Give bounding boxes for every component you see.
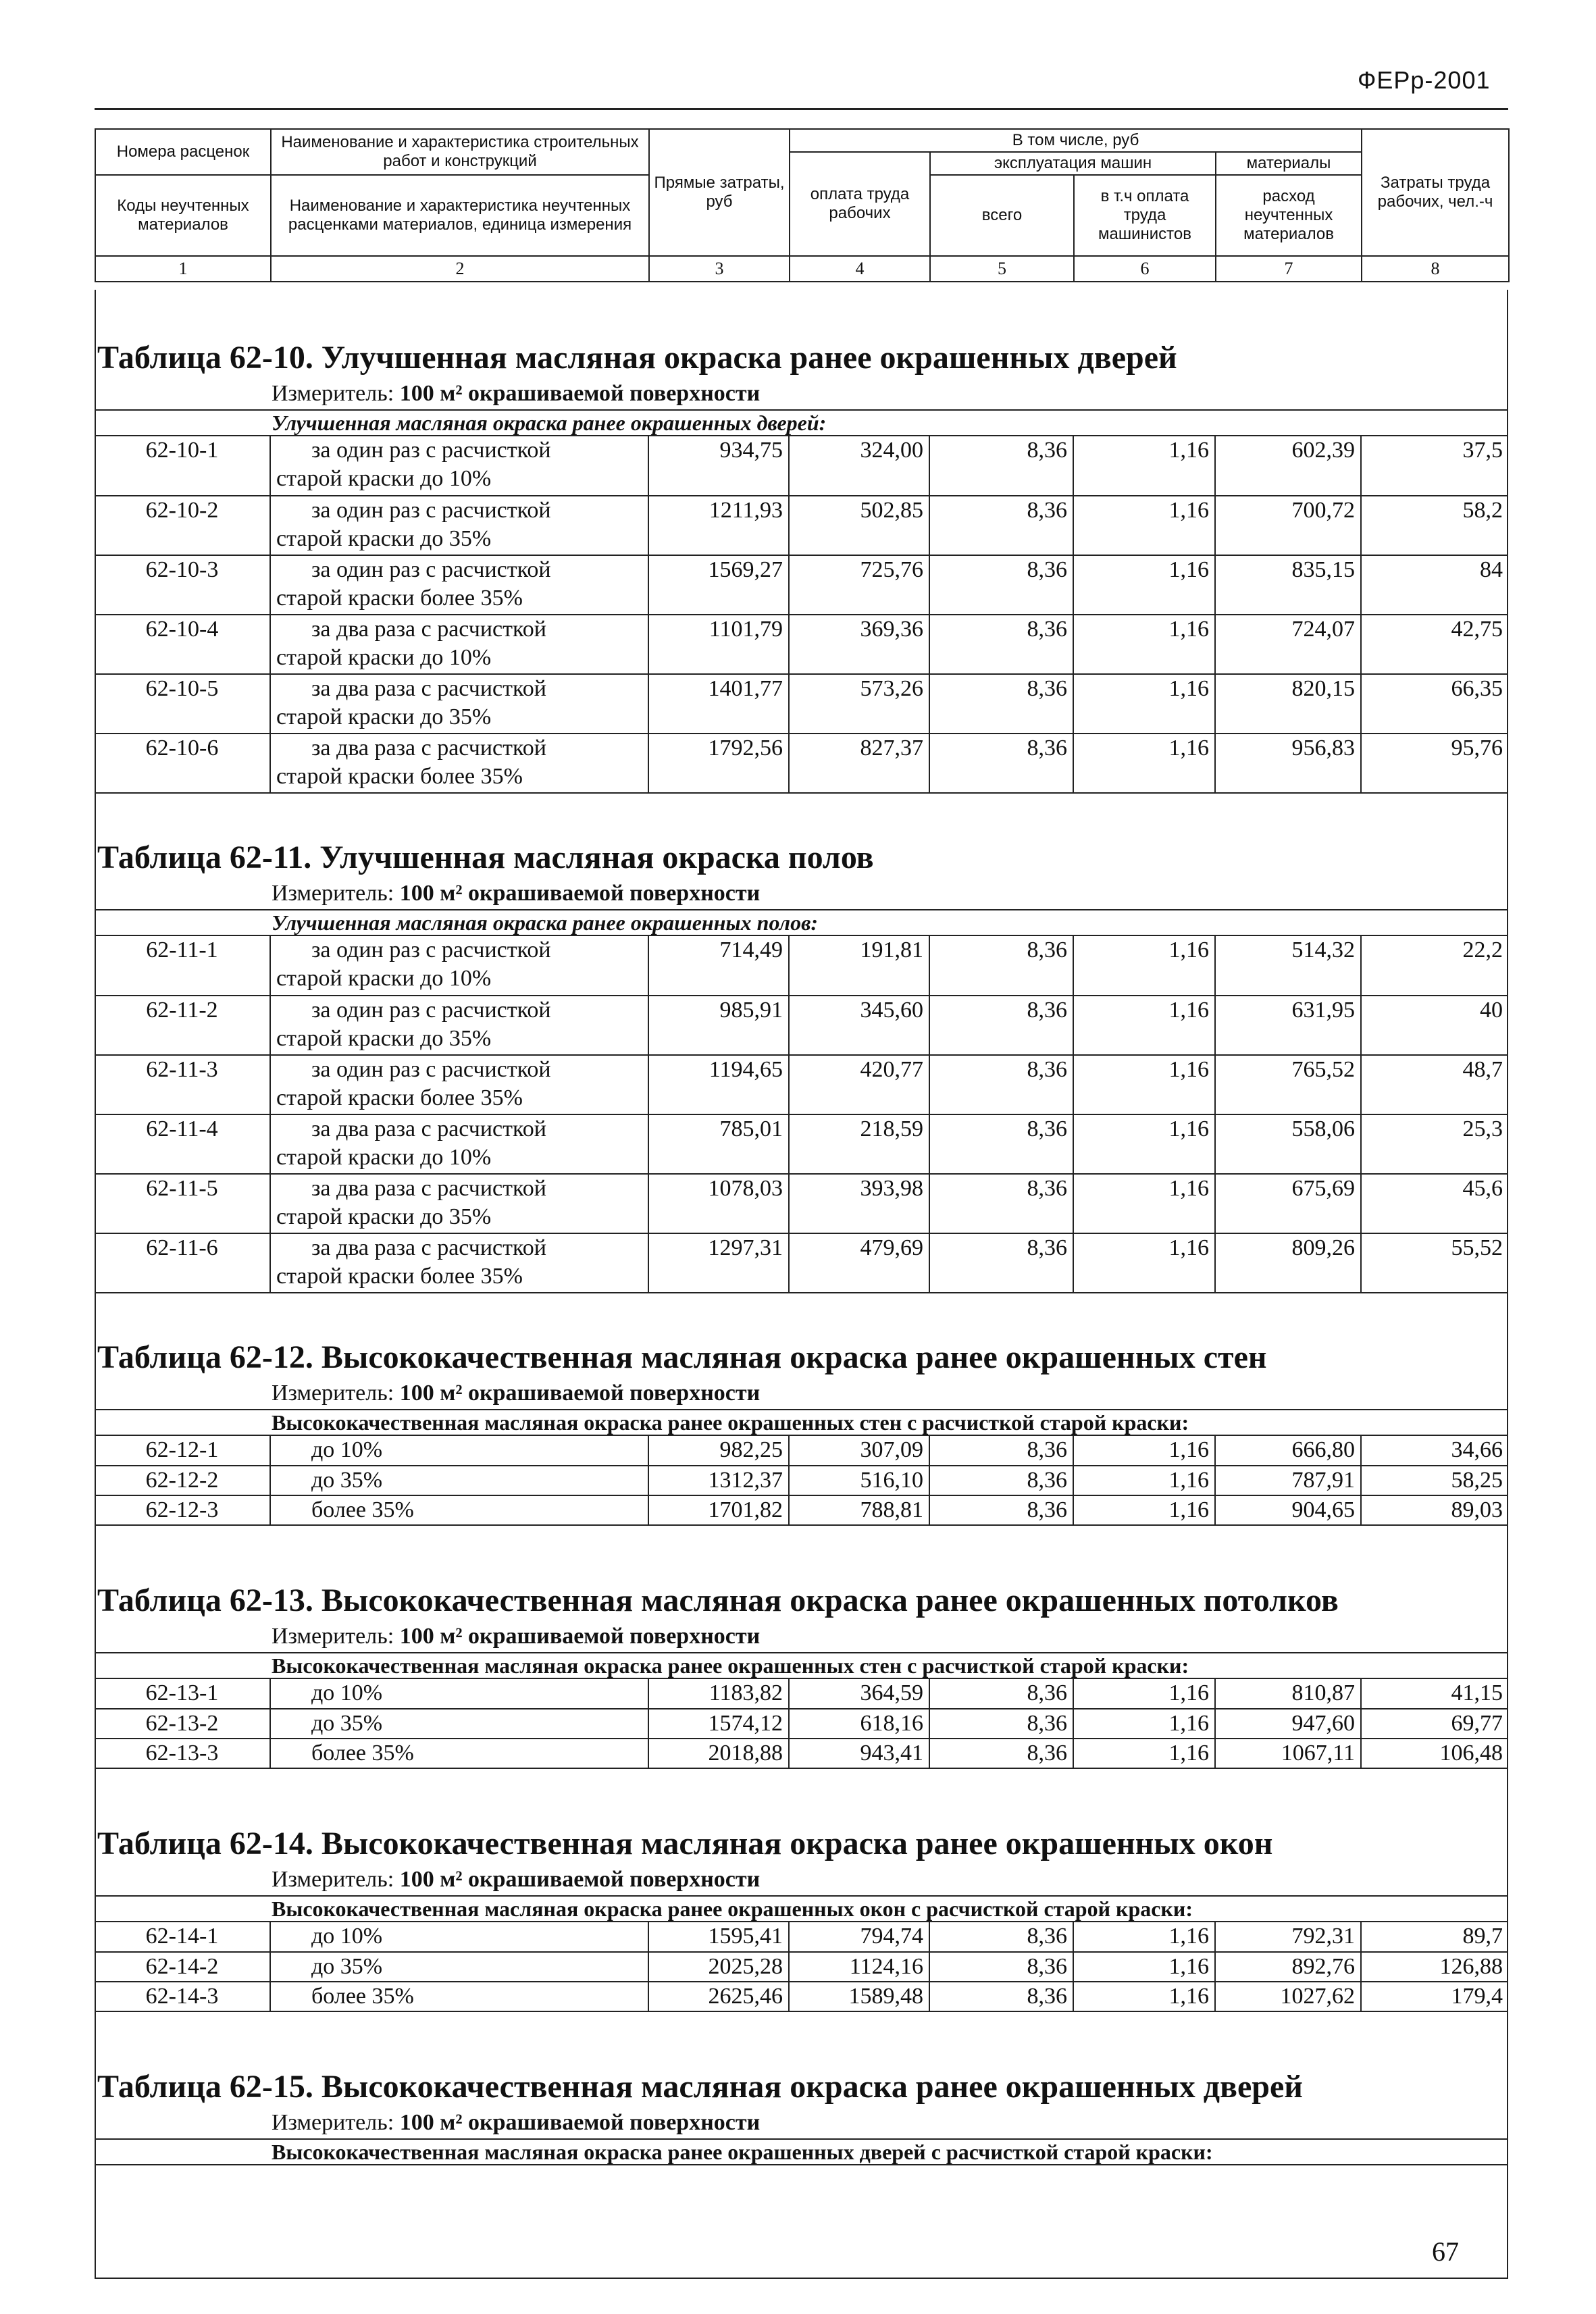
- machine-costs: 8,36: [929, 1436, 1073, 1466]
- operator-pay: 1,16: [1073, 1436, 1215, 1466]
- table-row: [95, 1495, 1508, 1525]
- measure-value: 100 м² окрашиваемой поверхности: [399, 1867, 761, 1892]
- header-col1-top: Номера расценок: [95, 129, 271, 175]
- labor-hours: 55,52: [1361, 1233, 1508, 1293]
- description-line: более 35%: [311, 1497, 414, 1522]
- measure-label: Измеритель:: [272, 381, 394, 406]
- table-row: [95, 615, 1508, 674]
- rate-description: [270, 555, 648, 615]
- header-col2-top: Наименование и характеристика строительных работ и конструкций: [271, 129, 649, 175]
- rate-code: 62-13-2: [95, 1709, 270, 1739]
- table-section: [95, 1580, 1508, 1769]
- rate-description: [270, 1739, 648, 1768]
- description-line: за два раза с расчисткой: [311, 1116, 546, 1141]
- data-table: [95, 436, 1508, 794]
- description-line: старой краски более 35%: [276, 1085, 523, 1110]
- labor-hours: 69,77: [1361, 1709, 1508, 1739]
- direct-costs: 934,75: [648, 436, 789, 496]
- material-costs: 675,69: [1215, 1174, 1361, 1233]
- rate-description: [270, 936, 648, 996]
- labor-hours: 25,3: [1361, 1114, 1508, 1174]
- description-line: до 10%: [311, 1437, 383, 1462]
- material-costs: 765,52: [1215, 1055, 1361, 1114]
- rate-code: 62-10-4: [95, 615, 270, 674]
- machine-costs: 8,36: [929, 1174, 1073, 1233]
- measure-label: Измеритель:: [272, 1624, 394, 1649]
- operator-pay: 1,16: [1073, 1233, 1215, 1293]
- rate-code: 62-12-1: [95, 1436, 270, 1466]
- machine-costs: 8,36: [929, 1952, 1073, 1982]
- table-title: Таблица 62-11. Улучшенная масляная окраска полов: [97, 840, 874, 875]
- measure-line: [95, 378, 1508, 409]
- header-materials: материалы: [1216, 152, 1362, 175]
- material-costs: 956,83: [1215, 734, 1361, 793]
- machine-costs: 8,36: [929, 1982, 1073, 2011]
- table-row: [95, 496, 1508, 555]
- material-costs: 558,06: [1215, 1114, 1361, 1174]
- operator-pay: 1,16: [1073, 1495, 1215, 1525]
- direct-costs: 1792,56: [648, 734, 789, 793]
- machine-costs: 8,36: [929, 1922, 1073, 1952]
- operator-pay: 1,16: [1073, 734, 1215, 793]
- description-line: старой краски до 35%: [276, 526, 492, 551]
- rate-code: 62-14-2: [95, 1952, 270, 1982]
- machine-costs: 8,36: [929, 1709, 1073, 1739]
- direct-costs: 714,49: [648, 936, 789, 996]
- direct-costs: 1183,82: [648, 1679, 789, 1709]
- machine-costs: 8,36: [929, 674, 1073, 734]
- material-costs: 809,26: [1215, 1233, 1361, 1293]
- header-num: 2: [271, 256, 649, 282]
- header-num: 5: [930, 256, 1074, 282]
- labor-pay: 618,16: [789, 1709, 929, 1739]
- material-costs: 892,76: [1215, 1952, 1361, 1982]
- direct-costs: 785,01: [648, 1114, 789, 1174]
- table-subheading: Высококачественная масляная окраска ранее окрашенных стен с расчисткой старой краски:: [95, 1652, 1508, 1679]
- rate-description: [270, 1982, 648, 2011]
- machine-costs: 8,36: [929, 1233, 1073, 1293]
- operator-pay: 1,16: [1073, 1679, 1215, 1709]
- operator-pay: 1,16: [1073, 674, 1215, 734]
- table-section: [95, 1337, 1508, 1526]
- material-costs: 792,31: [1215, 1922, 1361, 1952]
- labor-hours: 106,48: [1361, 1739, 1508, 1768]
- table-title: Таблица 62-14. Высококачественная масляная окраска ранее окрашенных окон: [97, 1826, 1273, 1861]
- direct-costs: 1312,37: [648, 1466, 789, 1495]
- measure-line: [95, 2107, 1508, 2138]
- rate-code: 62-13-3: [95, 1739, 270, 1768]
- table-title: Таблица 62-12. Высококачественная масляная окраска ранее окрашенных стен: [97, 1339, 1267, 1375]
- table-row: [95, 555, 1508, 615]
- description-line: старой краски до 35%: [276, 704, 492, 729]
- direct-costs: 1211,93: [648, 496, 789, 555]
- table-row: [95, 1055, 1508, 1114]
- rate-description: [270, 496, 648, 555]
- machine-costs: 8,36: [929, 734, 1073, 793]
- description-line: за два раза с расчисткой: [311, 617, 546, 642]
- table-row: [95, 1679, 1508, 1709]
- header-col1-bottom: Коды неучтенных материалов: [95, 175, 271, 256]
- table-subheading: Высококачественная масляная окраска ранее окрашенных окон с расчисткой старой краски:: [95, 1895, 1508, 1922]
- description-line: старой краски до 10%: [276, 466, 492, 491]
- rate-description: [270, 1436, 648, 1466]
- description-line: старой краски более 35%: [276, 1264, 523, 1289]
- operator-pay: 1,16: [1073, 1709, 1215, 1739]
- description-line: за два раза с расчисткой: [311, 676, 546, 701]
- machine-costs: 8,36: [929, 936, 1073, 996]
- rate-description: [270, 1233, 648, 1293]
- table-subheading: Улучшенная масляная окраска ранее окрашенных дверей:: [95, 409, 1508, 436]
- labor-pay: 1124,16: [789, 1952, 929, 1982]
- direct-costs: 1101,79: [648, 615, 789, 674]
- description-line: старой краски до 35%: [276, 1026, 492, 1051]
- table-section: [95, 2067, 1508, 2165]
- table-row: [95, 1174, 1508, 1233]
- direct-costs: 1078,03: [648, 1174, 789, 1233]
- rate-code: 62-14-3: [95, 1982, 270, 2011]
- measure-label: Измеритель:: [272, 1867, 394, 1892]
- header-labor-pay: оплата труда рабочих: [790, 152, 930, 256]
- labor-pay: 364,59: [789, 1679, 929, 1709]
- rate-code: 62-11-4: [95, 1114, 270, 1174]
- rate-code: 62-12-3: [95, 1495, 270, 1525]
- machine-costs: 8,36: [929, 1739, 1073, 1768]
- measure-value: 100 м² окрашиваемой поверхности: [399, 1381, 761, 1406]
- rate-description: [270, 1952, 648, 1982]
- header-direct-costs: Прямые затраты, руб: [649, 129, 790, 256]
- table-subheading: Высококачественная масляная окраска ранее окрашенных стен с расчисткой старой краски:: [95, 1409, 1508, 1436]
- document-code: ФЕРр-2001: [1358, 66, 1491, 94]
- header-num: 6: [1074, 256, 1216, 282]
- direct-costs: 1574,12: [648, 1709, 789, 1739]
- rate-description: [270, 734, 648, 793]
- header-operator-pay: в т.ч оплата труда машинистов: [1074, 175, 1216, 256]
- rate-code: 62-10-3: [95, 555, 270, 615]
- table-row: [95, 674, 1508, 734]
- column-header-table: [95, 128, 1510, 282]
- description-line: за один раз с расчисткой: [311, 498, 551, 523]
- description-line: старой краски более 35%: [276, 586, 523, 611]
- material-costs: 602,39: [1215, 436, 1361, 496]
- data-table: [95, 936, 1508, 1293]
- labor-hours: 89,03: [1361, 1495, 1508, 1525]
- rate-code: 62-13-1: [95, 1679, 270, 1709]
- labor-pay: 502,85: [789, 496, 929, 555]
- labor-hours: 95,76: [1361, 734, 1508, 793]
- header-num: 3: [649, 256, 790, 282]
- table-title: Таблица 62-13. Высококачественная масляная окраска ранее окрашенных потолков: [97, 1583, 1339, 1618]
- material-costs: 514,32: [1215, 936, 1361, 996]
- labor-pay: 191,81: [789, 936, 929, 996]
- machine-costs: 8,36: [929, 436, 1073, 496]
- operator-pay: 1,16: [1073, 1055, 1215, 1114]
- labor-hours: 34,66: [1361, 1436, 1508, 1466]
- machine-costs: 8,36: [929, 555, 1073, 615]
- description-line: за один раз с расчисткой: [311, 1057, 551, 1082]
- header-num: 7: [1216, 256, 1362, 282]
- material-costs: 700,72: [1215, 496, 1361, 555]
- direct-costs: 982,25: [648, 1436, 789, 1466]
- labor-pay: 788,81: [789, 1495, 929, 1525]
- table-subheading: Высококачественная масляная окраска ранее окрашенных дверей с расчисткой старой краски:: [95, 2138, 1508, 2165]
- direct-costs: 1401,77: [648, 674, 789, 734]
- description-line: до 35%: [311, 1711, 383, 1736]
- rate-description: [270, 1466, 648, 1495]
- header-number-row: [95, 256, 1509, 282]
- header-rule: [95, 108, 1508, 110]
- data-table: [95, 1679, 1508, 1769]
- rate-code: 62-14-1: [95, 1922, 270, 1952]
- description-line: старой краски до 10%: [276, 966, 492, 991]
- rate-description: [270, 1114, 648, 1174]
- header-material-use: расход неучтенных материалов: [1216, 175, 1362, 256]
- description-line: старой краски до 10%: [276, 645, 492, 670]
- header-labor-hours: Затраты труда рабочих, чел.-ч: [1362, 129, 1509, 256]
- rate-code: 62-10-2: [95, 496, 270, 555]
- material-costs: 787,91: [1215, 1466, 1361, 1495]
- description-line: за один раз с расчисткой: [311, 557, 551, 582]
- description-line: за два раза с расчисткой: [311, 1235, 546, 1260]
- table-section: [95, 1824, 1508, 2012]
- machine-costs: 8,36: [929, 1055, 1073, 1114]
- labor-pay: 943,41: [789, 1739, 929, 1768]
- table-row: [95, 1466, 1508, 1495]
- operator-pay: 1,16: [1073, 1922, 1215, 1952]
- description-line: до 10%: [311, 1680, 383, 1705]
- operator-pay: 1,16: [1073, 496, 1215, 555]
- description-line: более 35%: [311, 1984, 414, 2009]
- labor-hours: 40: [1361, 996, 1508, 1055]
- table-title: Таблица 62-15. Высококачественная масляная окраска ранее окрашенных дверей: [97, 2069, 1303, 2105]
- material-costs: 810,87: [1215, 1679, 1361, 1709]
- table-row: [95, 1436, 1508, 1466]
- rate-description: [270, 1709, 648, 1739]
- description-line: более 35%: [311, 1741, 414, 1766]
- measure-label: Измеритель:: [272, 881, 394, 906]
- material-costs: 1027,62: [1215, 1982, 1361, 2011]
- measure-label: Измеритель:: [272, 2110, 394, 2135]
- rate-code: 62-11-3: [95, 1055, 270, 1114]
- header-machines-total: всего: [930, 175, 1074, 256]
- table-row: [95, 1233, 1508, 1293]
- direct-costs: 1569,27: [648, 555, 789, 615]
- description-line: за один раз с расчисткой: [311, 937, 551, 962]
- table-row: [95, 1114, 1508, 1174]
- material-costs: 820,15: [1215, 674, 1361, 734]
- labor-pay: 1589,48: [789, 1982, 929, 2011]
- measure-line: [95, 1621, 1508, 1652]
- rate-code: 62-11-5: [95, 1174, 270, 1233]
- labor-hours: 45,6: [1361, 1174, 1508, 1233]
- machine-costs: 8,36: [929, 1114, 1073, 1174]
- table-row: [95, 1739, 1508, 1768]
- operator-pay: 1,16: [1073, 1466, 1215, 1495]
- material-costs: 947,60: [1215, 1709, 1361, 1739]
- rate-description: [270, 996, 648, 1055]
- direct-costs: 1297,31: [648, 1233, 789, 1293]
- table-row: [95, 996, 1508, 1055]
- labor-pay: 218,59: [789, 1114, 929, 1174]
- labor-hours: 84: [1361, 555, 1508, 615]
- table-title: Таблица 62-10. Улучшенная масляная окраска ранее окрашенных дверей: [97, 340, 1177, 376]
- labor-hours: 66,35: [1361, 674, 1508, 734]
- direct-costs: 1701,82: [648, 1495, 789, 1525]
- operator-pay: 1,16: [1073, 1114, 1215, 1174]
- rate-description: [270, 1055, 648, 1114]
- labor-pay: 479,69: [789, 1233, 929, 1293]
- labor-pay: 827,37: [789, 734, 929, 793]
- labor-hours: 48,7: [1361, 1055, 1508, 1114]
- labor-pay: 573,26: [789, 674, 929, 734]
- header-num: 4: [790, 256, 930, 282]
- direct-costs: 1595,41: [648, 1922, 789, 1952]
- labor-hours: 179,4: [1361, 1982, 1508, 2011]
- description-line: за два раза с расчисткой: [311, 1176, 546, 1201]
- measure-label: Измеритель:: [272, 1381, 394, 1406]
- operator-pay: 1,16: [1073, 436, 1215, 496]
- table-row: [95, 734, 1508, 793]
- material-costs: 904,65: [1215, 1495, 1361, 1525]
- labor-pay: 420,77: [789, 1055, 929, 1114]
- labor-hours: 58,2: [1361, 496, 1508, 555]
- operator-pay: 1,16: [1073, 1739, 1215, 1768]
- labor-pay: 794,74: [789, 1922, 929, 1952]
- direct-costs: 2625,46: [648, 1982, 789, 2011]
- labor-hours: 89,7: [1361, 1922, 1508, 1952]
- page-number: 67: [1432, 2236, 1459, 2267]
- direct-costs: 985,91: [648, 996, 789, 1055]
- labor-pay: 393,98: [789, 1174, 929, 1233]
- table-row: [95, 436, 1508, 496]
- description-line: старой краски более 35%: [276, 764, 523, 789]
- rate-description: [270, 1174, 648, 1233]
- material-costs: 724,07: [1215, 615, 1361, 674]
- table-row: [95, 1952, 1508, 1982]
- table-row: [95, 1982, 1508, 2011]
- rate-code: 62-10-5: [95, 674, 270, 734]
- rate-code: 62-11-1: [95, 936, 270, 996]
- table-row: [95, 936, 1508, 996]
- operator-pay: 1,16: [1073, 936, 1215, 996]
- table-section: [95, 838, 1508, 1293]
- material-costs: 666,80: [1215, 1436, 1361, 1466]
- rate-code: 62-12-2: [95, 1466, 270, 1495]
- data-table: [95, 1922, 1508, 2012]
- data-table: [95, 1436, 1508, 1526]
- direct-costs: 2025,28: [648, 1952, 789, 1982]
- rate-code: 62-10-1: [95, 436, 270, 496]
- measure-value: 100 м² окрашиваемой поверхности: [399, 1624, 761, 1649]
- description-line: старой краски до 10%: [276, 1145, 492, 1170]
- labor-hours: 126,88: [1361, 1952, 1508, 1982]
- direct-costs: 1194,65: [648, 1055, 789, 1114]
- operator-pay: 1,16: [1073, 615, 1215, 674]
- labor-pay: 516,10: [789, 1466, 929, 1495]
- table-subheading: Улучшенная масляная окраска ранее окрашенных полов:: [95, 909, 1508, 936]
- description-line: до 35%: [311, 1954, 383, 1979]
- table-row: [95, 1922, 1508, 1952]
- description-line: до 35%: [311, 1468, 383, 1493]
- measure-line: [95, 1864, 1508, 1895]
- labor-hours: 41,15: [1361, 1679, 1508, 1709]
- rate-description: [270, 1495, 648, 1525]
- measure-value: 100 м² окрашиваемой поверхности: [399, 381, 761, 406]
- operator-pay: 1,16: [1073, 555, 1215, 615]
- measure-line: [95, 1378, 1508, 1409]
- header-num: 1: [95, 256, 271, 282]
- table-row: [95, 1709, 1508, 1739]
- description-line: до 10%: [311, 1924, 383, 1949]
- description-line: за два раза с расчисткой: [311, 736, 546, 761]
- rate-description: [270, 1679, 648, 1709]
- rate-description: [270, 615, 648, 674]
- labor-pay: 324,00: [789, 436, 929, 496]
- header-col2-bottom: Наименование и характеристика неучтенных расценками материалов, единица измерения: [271, 175, 649, 256]
- material-costs: 1067,11: [1215, 1739, 1361, 1768]
- labor-pay: 307,09: [789, 1436, 929, 1466]
- header-machines: эксплуатация машин: [930, 152, 1216, 175]
- measure-line: [95, 878, 1508, 909]
- labor-pay: 345,60: [789, 996, 929, 1055]
- material-costs: 631,95: [1215, 996, 1361, 1055]
- labor-hours: 22,2: [1361, 936, 1508, 996]
- machine-costs: 8,36: [929, 1495, 1073, 1525]
- machine-costs: 8,36: [929, 996, 1073, 1055]
- operator-pay: 1,16: [1073, 1952, 1215, 1982]
- machine-costs: 8,36: [929, 1466, 1073, 1495]
- labor-hours: 42,75: [1361, 615, 1508, 674]
- operator-pay: 1,16: [1073, 1174, 1215, 1233]
- machine-costs: 8,36: [929, 615, 1073, 674]
- table-section: [95, 338, 1508, 794]
- labor-hours: 37,5: [1361, 436, 1508, 496]
- measure-value: 100 м² окрашиваемой поверхности: [399, 2110, 761, 2135]
- machine-costs: 8,36: [929, 1679, 1073, 1709]
- material-costs: 835,15: [1215, 555, 1361, 615]
- description-line: старой краски до 35%: [276, 1204, 492, 1229]
- machine-costs: 8,36: [929, 496, 1073, 555]
- operator-pay: 1,16: [1073, 1982, 1215, 2011]
- direct-costs: 2018,88: [648, 1739, 789, 1768]
- labor-pay: 725,76: [789, 555, 929, 615]
- rate-description: [270, 1922, 648, 1952]
- rate-description: [270, 674, 648, 734]
- rate-code: 62-10-6: [95, 734, 270, 793]
- description-line: за один раз с расчисткой: [311, 998, 551, 1023]
- rate-code: 62-11-2: [95, 996, 270, 1055]
- labor-pay: 369,36: [789, 615, 929, 674]
- labor-hours: 58,25: [1361, 1466, 1508, 1495]
- description-line: за один раз с расчисткой: [311, 438, 551, 463]
- operator-pay: 1,16: [1073, 996, 1215, 1055]
- rate-description: [270, 436, 648, 496]
- header-num: 8: [1362, 256, 1509, 282]
- measure-value: 100 м² окрашиваемой поверхности: [399, 881, 761, 906]
- header-including: В том числе, руб: [790, 129, 1362, 152]
- rate-code: 62-11-6: [95, 1233, 270, 1293]
